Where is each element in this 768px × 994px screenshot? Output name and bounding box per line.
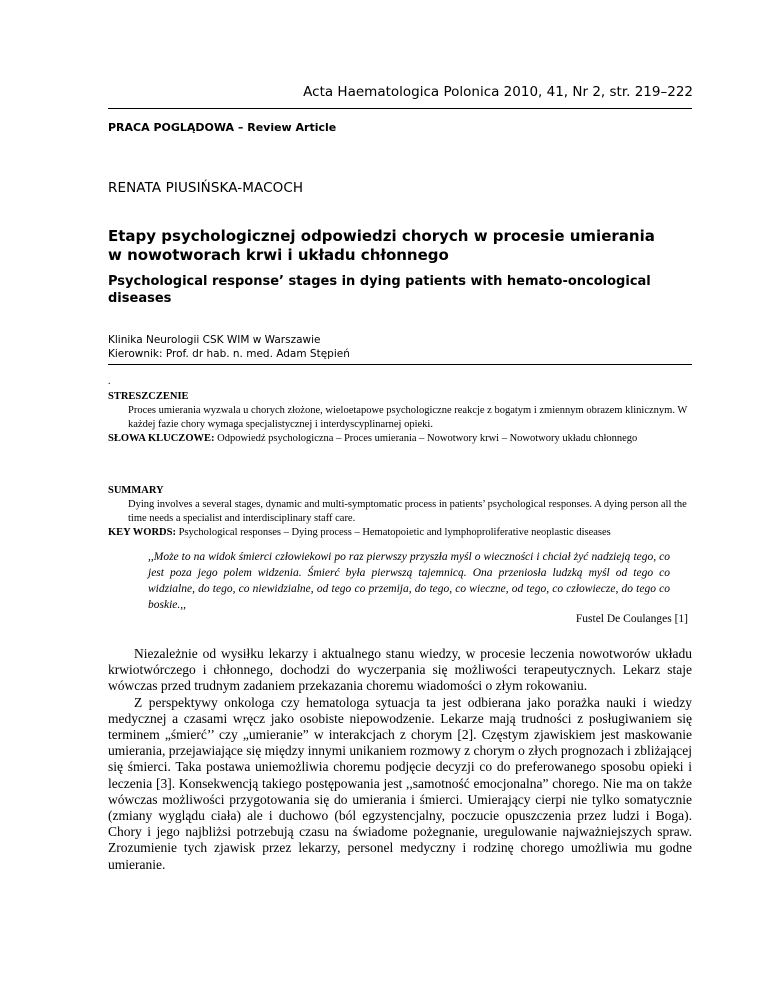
abstract-polish-heading: STRESZCZENIE [108, 391, 189, 402]
body-paragraph-2: Z perspektywy onkologa czy hematologa sytuacja ta jest odbierana jako porażka nauki i wiedzy medycznej a czasami wręcz jako osobiste niepowodzenie. Lekarze mają trudności z posługiwaniem się terminem „śmierć’’ czy „umieranie” w interakcjach z chorym [2]. Częstym zjawiskiem jest maskowanie umierania, przejawiające się między innymi unikaniem rozmowy z chorym o złych prognozach i zbliżającej się śmierci. Taka postawa uniemożliwia choremu podjęcie decyzji co do preferowanego sposobu opieki i leczenia [3]. Konsekwencją takiego postępowania jest ,,samotność emocjonalna” chorego. Nie ma on także wówczas możliwości przygotowania się do umierania i śmierci. Umierający cierpi nie tylko somatycznie (zmiany wyglądu ciała) ale i duchowo (ból egzystencjalny, poczucie opuszczenia przez ludzi i Boga). Chory i jego najbliżsi potrzebują czasu na świadome pożegnanie, uregulowanie najważniejszych spraw. Zrozumienie tych zjawisk przez lekarzy, personel medyczny i rodzinę chorego umożliwia mu godne umieranie. [108, 694, 693, 872]
keywords-english-label: KEY WORDS: [108, 527, 176, 538]
title-english: Psychological response’ stages in dying patients with hemato-oncological diseases [108, 274, 651, 306]
affiliation-head: Kierownik: Prof. dr hab. n. med. Adam Stępień [108, 348, 350, 360]
keywords-polish [108, 432, 692, 446]
epigraph-author: Fustel De Coulanges [1] [575, 613, 688, 625]
stray-dot: . [108, 376, 111, 387]
body-paragraph-1: Niezależnie od wysiłku lekarzy i aktualnego stanu wiedzy, w procesie leczenia nowotworów układu krwiotwórczego i chłonnego, dochodzi do wyczerpania się możliwości terapeutycznych. Lekarz staje wówczas przed trudnym zadaniem przekazania choremu wiadomości o złym rokowaniu. [108, 646, 692, 694]
article-type: PRACA POGLĄDOWA – Review Article [108, 121, 337, 134]
abstract-polish [108, 390, 692, 446]
abstract-english-heading: SUMMARY [108, 485, 164, 496]
keywords-polish-label: SŁOWA KLUCZOWE: [108, 433, 215, 444]
author-name: RENATA PIUSIŃSKA-MACOCH [108, 180, 304, 196]
keywords-english [108, 526, 692, 540]
header-divider [108, 364, 692, 365]
affiliation [108, 333, 350, 361]
epigraph-quote: ,,Może to na widok śmierci człowiekowi po raz pierwszy przyszła myśl o wieczności i chciał żyć nadzieją tego, co jest poza jego polem widzenia. Śmierć była pierwszą tajemnicą. Ona przeniosła ludzką myśl od tego co widzialne, do tego, co niewidzialne, od tego co przemija, do tego, co wieczne, od tego, co człowiecze, do tego co boskie.,, [148, 551, 670, 611]
affiliation-clinic: Klinika Neurologii CSK WIM w Warszawie [108, 334, 321, 346]
title-polish: Etapy psychologicznej odpowiedzi chorych w procesie umierania w nowotworach krwi i układu chłonnego [108, 227, 655, 264]
abstract-english [108, 484, 692, 540]
article-body [108, 646, 692, 873]
journal-reference: Acta Haematologica Polonica 2010, 41, Nr 2, str. 219–222 [303, 84, 693, 100]
keywords-polish-text: Odpowiedź psychologiczna – Proces umierania – Nowotwory krwi – Nowotwory układu chłonnego [217, 433, 638, 444]
keywords-english-text: Psychological responses – Dying process – Hematopoietic and lymphoproliferative neoplastic diseases [178, 527, 611, 538]
abstract-polish-text: Proces umierania wyzwala u chorych złożone, wieloetapowe psychologiczne reakcje z bogatym i zmiennym obrazem klinicznym. W każdej fazie chory wymaga specjalistycznej i interdyscyplinarnej opieki. [128, 405, 688, 430]
top-divider [108, 108, 692, 109]
abstract-english-text: Dying involves a several stages, dynamic and multi-symptomatic process in patients’ psychological responses. A dying person all the time needs a specialist and interdisciplinary staff care. [128, 499, 687, 524]
